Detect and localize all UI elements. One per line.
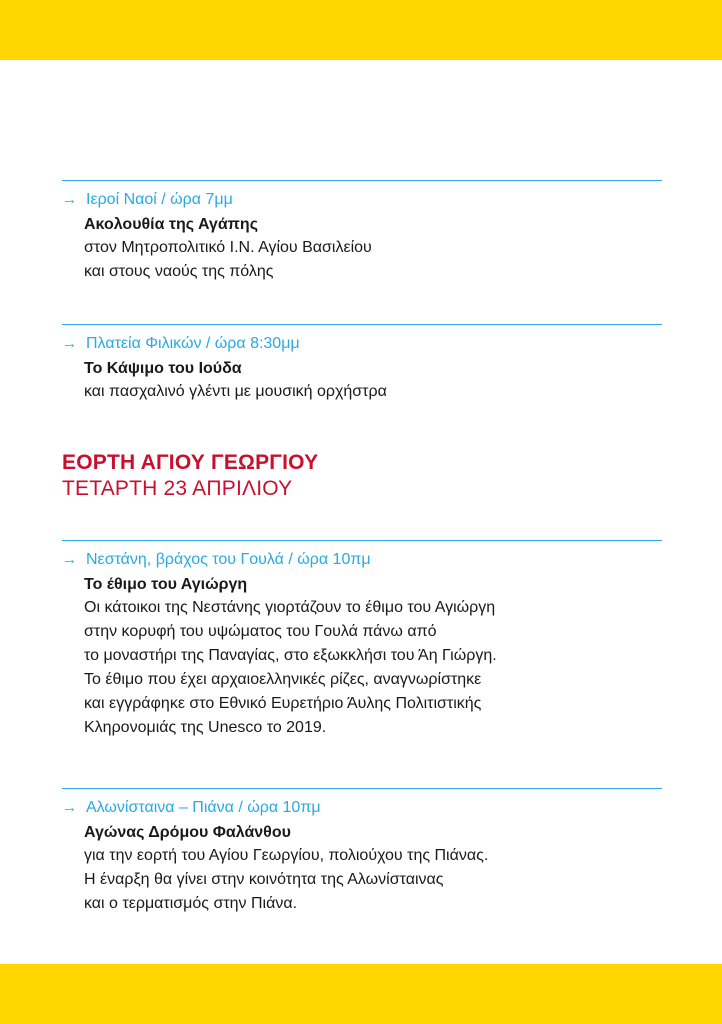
top-yellow-band — [0, 0, 722, 60]
event-title: Αγώνας Δρόμου Φαλάνθου — [84, 824, 291, 841]
event-description-line: για την εορτή του Αγίου Γεωργίου, πολιούχου της Πιάνας. — [84, 847, 489, 864]
event-when-text: Πλατεία Φιλικών / ώρα 8:30μμ — [86, 335, 300, 352]
bottom-yellow-band — [0, 964, 722, 1024]
event-when-text: Νεστάνη, βράχος του Γουλά / ώρα 10πμ — [86, 551, 371, 568]
section-heading — [62, 450, 318, 502]
event-block-1 — [62, 180, 662, 284]
section-title: ΕΟΡΤΗ ΑΓΙΟΥ ΓΕΩΡΓΙΟΥ — [62, 451, 319, 474]
event-description-line: και πασχαλινό γλέντι με μουσική ορχήστρα — [84, 383, 387, 400]
event-description-line: Κληρονομιάς της Unesco το 2019. — [84, 719, 327, 736]
divider-line — [62, 788, 662, 789]
event-block-4 — [62, 788, 662, 916]
event-location-time — [62, 549, 662, 571]
event-title: Ακολουθία της Αγάπης — [84, 216, 259, 233]
event-description-line: Το έθιμο που έχει αρχαιοελληνικές ρίζες, αναγνωρίστηκε — [84, 671, 482, 688]
divider-line — [62, 180, 662, 181]
divider-line — [62, 324, 662, 325]
event-block-3 — [62, 540, 662, 740]
event-title: Το Κάψιμο του Ιούδα — [84, 360, 242, 377]
event-location-time — [62, 189, 662, 211]
divider-line — [62, 540, 662, 541]
arrow-right-icon: → — [62, 551, 77, 568]
event-description-line: Οι κάτοικοι της Νεστάνης γιορτάζουν το έθιμο του Αγιώργη — [84, 599, 496, 616]
event-block-2 — [62, 324, 662, 404]
event-description-line: και εγγράφηκε στο Εθνικό Ευρετήριο Άυλης Πολιτιστικής — [84, 695, 482, 712]
event-description-line: και ο τερματισμός στην Πιάνα. — [84, 895, 298, 912]
event-description-line: και στους ναούς της πόλης — [84, 263, 274, 280]
event-when-text: Αλωνίσταινα – Πιάνα / ώρα 10πμ — [86, 799, 321, 816]
event-location-time — [62, 797, 662, 819]
event-title: Το έθιμο του Αγιώργη — [84, 576, 248, 593]
event-description-line: στον Μητροπολιτικό Ι.Ν. Αγίου Βασιλείου — [84, 239, 372, 256]
event-description-line: Η έναρξη θα γίνει στην κοινότητα της Αλωνίσταινας — [84, 871, 444, 888]
event-description-line: στην κορυφή του υψώματος του Γουλά πάνω από — [84, 623, 437, 640]
arrow-right-icon: → — [62, 799, 77, 816]
event-description-line: το μοναστήρι της Παναγίας, στο εξωκκλήσι του Άη Γιώργη. — [84, 647, 497, 664]
section-date: ΤΕΤΑΡΤΗ 23 ΑΠΡΙΛΙΟΥ — [62, 477, 293, 500]
event-when-text: Ιεροί Ναοί / ώρα 7μμ — [86, 191, 233, 208]
event-location-time — [62, 333, 662, 355]
arrow-right-icon: → — [62, 191, 77, 208]
arrow-right-icon: → — [62, 335, 77, 352]
